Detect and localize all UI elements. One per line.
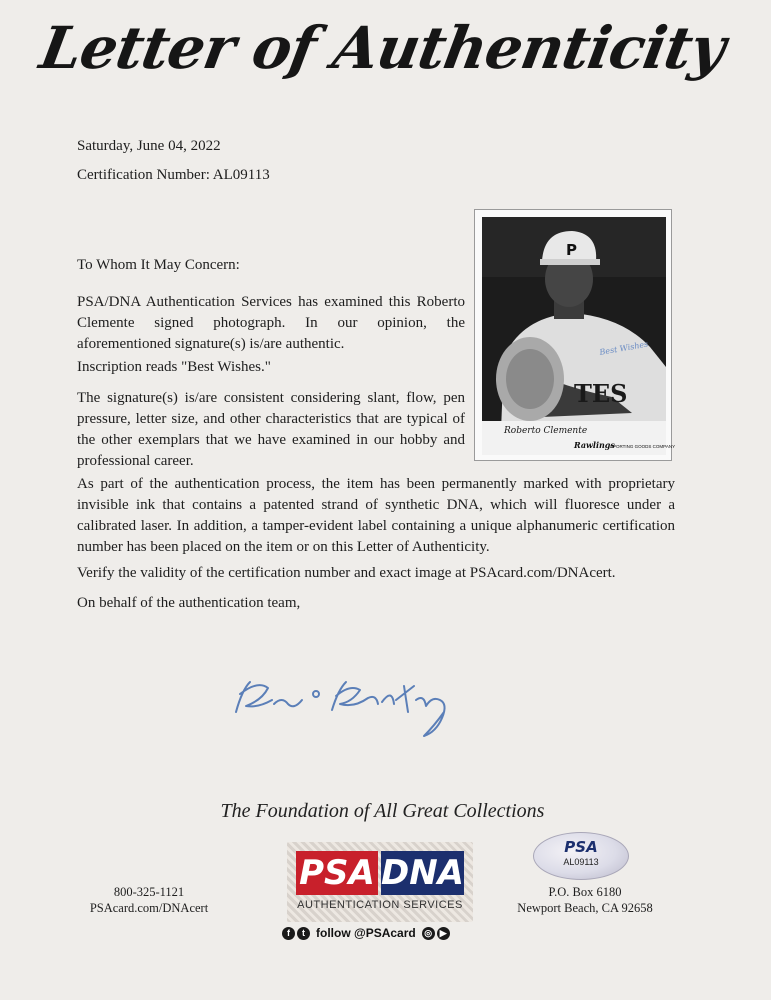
logo-psa-text: PSA <box>296 851 378 895</box>
photo-caption-company: SPORTING GOODS COMPANY <box>610 444 676 449</box>
footer-tagline: The Foundation of All Great Collections <box>220 800 545 822</box>
jersey-lettering: TES <box>574 379 628 408</box>
cap-letter: P <box>566 241 577 259</box>
website-link[interactable]: PSAcard.com/DNAcert <box>89 901 209 915</box>
youtube-icon[interactable]: ▶ <box>437 927 450 940</box>
letter-title: Letter of Authenticity <box>35 14 730 82</box>
twitter-icon[interactable]: t <box>297 927 310 940</box>
logo-subtitle: AUTHENTICATION SERVICES <box>297 899 463 911</box>
psa-dna-logo <box>287 842 473 922</box>
closing-line: On behalf of the authentication team, <box>77 595 301 611</box>
letter-date: Saturday, June 04, 2022 <box>77 138 221 154</box>
instagram-icon[interactable]: ◎ <box>422 927 435 940</box>
contact-right <box>510 884 660 916</box>
social-row <box>282 924 452 942</box>
paragraph-dna-process: As part of the authentication process, the item has been permanently marked with proprietary invisible ink that contains a patented strand of synthetic DNA, which will fluoresce under a calibrated laser. In addition, a tamper-evident label containing a unique alphanumeric certification number has been placed on the item or on this Letter of Authenticity. <box>77 476 675 555</box>
photo-inscription: Best Wishes <box>598 339 649 357</box>
hologram-brand: PSA <box>564 838 598 856</box>
photo-autograph: Roberto Clemente <box>504 426 588 436</box>
paragraph-verify: Verify the validity of the certification number and exact image at PSAcard.com/DNAcert. <box>77 565 616 581</box>
hologram-sticker <box>533 832 629 880</box>
player-photo-image <box>482 217 676 455</box>
po-box: P.O. Box 6180 <box>548 885 622 899</box>
signed-photograph <box>474 209 676 461</box>
paragraph-consistency: The signature(s) is/are consistent considering slant, flow, pen pressure, letter size, and other characteristics that are typical of the other exemplars that we have examined in our hobby and professional career. <box>77 390 465 469</box>
city-address: Newport Beach, CA 92658 <box>517 901 653 915</box>
inscription-note: Inscription reads "Best Wishes." <box>77 359 271 375</box>
social-handle[interactable]: follow @PSAcard <box>316 926 416 940</box>
paragraph-examination: PSA/DNA Authentication Services has examined this Roberto Clemente signed photograph. In our opinion, the aforementioned signature(s) is/are authentic. <box>77 294 465 352</box>
phone-number: 800-325-1121 <box>113 885 185 899</box>
hologram-number: AL09113 <box>563 857 599 867</box>
salutation: To Whom It May Concern: <box>77 257 240 273</box>
contact-left <box>80 884 218 916</box>
facebook-icon[interactable]: f <box>282 927 295 940</box>
logo-dna-text: DNA <box>381 853 464 893</box>
certification-number: Certification Number: AL09113 <box>77 167 270 183</box>
photo-caption-brand: Rawlings <box>574 440 615 450</box>
authenticator-signature <box>228 660 478 750</box>
